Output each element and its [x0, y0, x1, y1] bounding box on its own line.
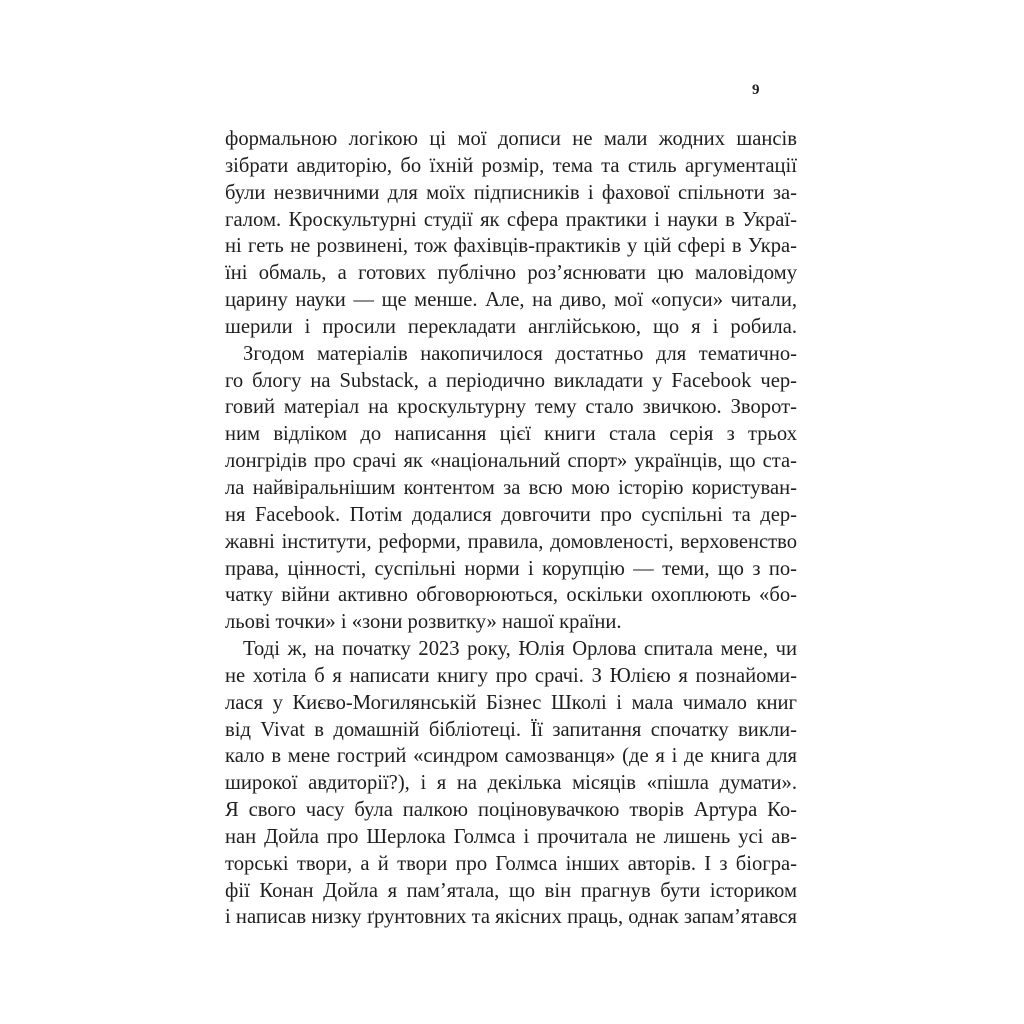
text-line: ла найвіральнішим контентом за всю мою історію користуван-: [225, 476, 797, 499]
text-line: зібрати авдиторію, бо їхній розмір, тема та стиль аргументації: [225, 154, 797, 177]
text-line: чатку війни активно обговорюються, оскільки охоплюють «бо-: [225, 584, 797, 607]
paragraph-2: [225, 341, 797, 636]
text-line: кало в мене гострий «синдром самозванця» (де я і де книга для: [225, 745, 797, 768]
text-line: не хотіла б я написати книгу про срачі. З Юлією я познайоми-: [225, 664, 797, 687]
text-line: ня Facebook. Потім додалися довгочити про суспільні та дер-: [225, 503, 797, 526]
text-line: лонгрідів про срачі як «національний спорт» українців, що ста-: [225, 450, 797, 473]
text-line: фії Конан Дойла я пам’ятала, що він прагнув бути істориком: [225, 879, 797, 902]
text-line: широкої авдиторії?), і я на декілька місяців «пішла думати».: [225, 772, 797, 795]
text-line: шерили і просили перекладати англійською, що я і робила.: [225, 315, 797, 338]
page-number: 9: [752, 82, 760, 98]
text-line: лася у Києво-Могилянській Бізнес Школі і мала чимало книг: [225, 691, 797, 714]
paragraph-1: [225, 126, 797, 341]
text-line: Тоді ж, на початку 2023 року, Юлія Орлова спитала мене, чи: [243, 638, 797, 661]
text-line: нан Дойла про Шерлока Голмса і прочитала не лишень усі ав-: [225, 825, 797, 848]
text-line: формальною логікою ці мої дописи не мали жодних шансів: [225, 128, 797, 150]
text-line: Я свого часу була палкою поціновувачкою творів Артура Ко-: [225, 799, 797, 822]
paragraph-3: [225, 636, 797, 931]
text-line: го блогу на Substack, а періодично викладати у Facebook чер-: [225, 369, 797, 392]
text-line: ним відліком до написання цієї книги стала серія з трьох: [225, 423, 797, 446]
text-line: від Vivat в домашній бібліотеці. Її запитання спочатку викли-: [225, 718, 797, 741]
text-line: були незвичними для моїх підписників і фахової спільноти за-: [225, 181, 797, 204]
text-line: їні обмаль, а готових публічно роз’яснювати цю маловідому: [225, 262, 797, 285]
text-line: говий матеріал на кроскультурну тему стало звичкою. Зворот-: [225, 396, 797, 419]
text-line: торські твори, а й твори про Голмса інших авторів. І з біогра-: [225, 852, 797, 875]
text-line: жавні інститути, реформи, правила, домовленості, верховенство: [225, 530, 797, 553]
text-line: Згодом матеріалів накопичилося достатньо для тематично-: [243, 342, 797, 365]
body-text: [225, 126, 797, 931]
text-line: і написав низку ґрунтовних та якісних праць, однак запам’ятався: [225, 906, 797, 929]
text-line: льові точки» і «зони розвитку» нашої країни.: [225, 611, 622, 634]
text-line: права, цінності, суспільні норми і корупцію — теми, що з по-: [225, 557, 797, 580]
text-line: царину науки — ще менше. Але, на диво, мої «опуси» читали,: [225, 289, 797, 312]
text-line: ні геть не розвинені, тож фахівців-практиків у цій сфері в Укра-: [225, 235, 797, 258]
text-line: галом. Кроскультурні студії як сфера практики і науки в Украї-: [225, 208, 797, 231]
